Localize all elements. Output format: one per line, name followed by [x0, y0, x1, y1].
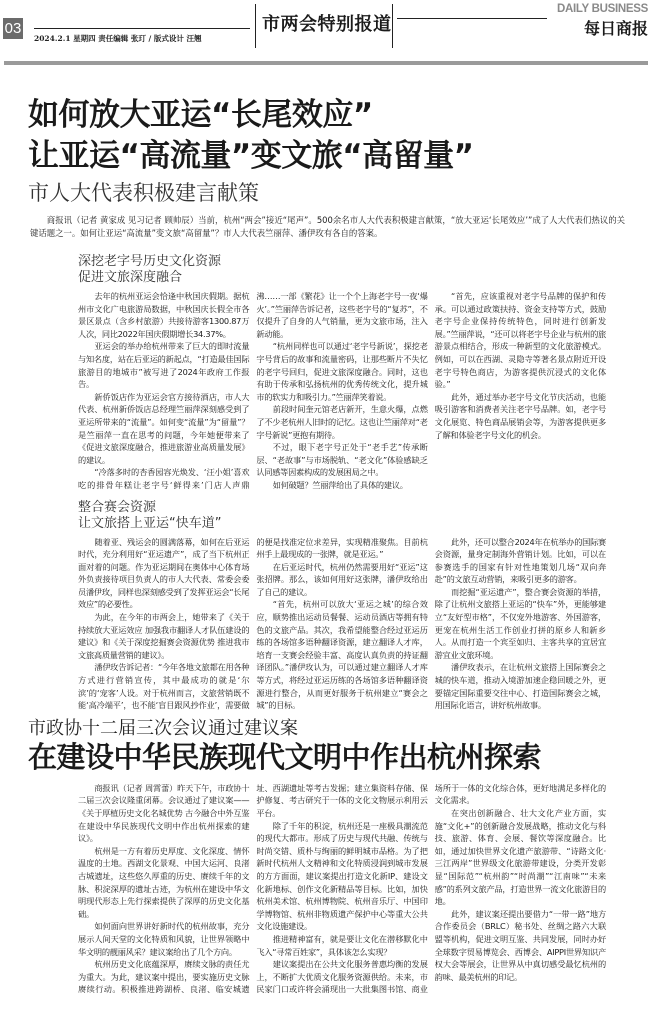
paragraph: 建议案提出在公共文化服务普惠均衡的发展上，不断扩大优质文化服务资源供给。未来，市民家门口或许将会涌现出一大批集图书馆、商业场所于一体的文化综合体，更好地满足多样化的文化需求。: [256, 782, 606, 995]
article-kicker: 市政协十二届三次会议通过建议案: [28, 717, 298, 739]
header-divider: [392, 4, 393, 48]
header-divider: [255, 4, 256, 48]
paragraph: 前段时间奎元馆老店新开，生意火爆，点燃了不少老杭州人旧时的记忆。这也让竺丽萍对“老字号新说”更抱有期待。: [256, 404, 428, 440]
brand-logo-en: DAILY BUSINESS: [556, 3, 648, 15]
paragraph: 去年的杭州亚运会恰逢中秋国庆假期。据杭州市文化广电旅游局数据，中秋国庆长假全市各景区景点（含乡村旅游）共接待游客1300.87万人次，同比2022年国庆假期增长34.37%。: [78, 291, 250, 339]
header-divider: [397, 18, 547, 19]
paragraph: “首先，应该重视对老字号品牌的保护和传承。可以通过政策扶持、资金支持等方式，鼓励老字号企业保持传统特色，同时进行创新发展。”竺丽萍说，“还可以将老字号企业与杭州的旅游景点相结合，形成一种新型的文化旅游模式。例如，可以在西湖、灵隐寺等著名景点附近开设老字号特色商店，为游客提供沉浸式的文化体验。”: [434, 291, 606, 390]
subhead-line: 整合赛会资源: [78, 499, 157, 515]
page-number: 03: [4, 20, 22, 37]
subhead-line: 深挖老字号历史文化资源: [78, 254, 222, 269]
page-flow: [28, 254, 606, 996]
article-body: [78, 536, 606, 712]
paragraph: 如何破题？竺丽萍给出了具体的建议。: [272, 479, 408, 490]
paragraph: 不过，眼下老字号正处于“老手艺”传承断层、“老故事”与市场脱轨、“老文化”体验感缺乏认同感等因素构成的发展困局之中。: [256, 442, 428, 478]
paragraph: 杭州是一方有着历史厚度、文化深度、情怀温度的土地。西湖文化景观、中国大运河、良渚古城遗址，这些悠久厚重的历史、赓续千年的文脉、积淀深厚的遗址古迹，为杭州在建设中华文明现代形态上先行探索提供了深厚的历史文化基础。: [78, 845, 250, 919]
header-divider: [34, 28, 250, 29]
masthead-rule: [4, 61, 648, 65]
paragraph: 除了千年的积淀，杭州还是一座极具潮流范的现代大都市。形成了历史与现代共融、传统与时尚交错、质朴与绚丽的鲜明城市品格。为了把新时代杭州人文精神和文化特质浸润到城市发展的方方面面，建议案提出打造文化新IP、建设文化新地标、创作文化新精品等目标。比如，加快杭州美术馆、杭州博物院、杭州音乐厅、中国印学博物馆、杭州非物质遗产保护中心等重大公共文化设施建设。: [256, 820, 428, 932]
article-body: [78, 782, 606, 996]
headline-line2: 让亚运“高流量”变文旅“高留量”: [28, 138, 474, 174]
paragraph: 随着亚、残运会的圆满落幕，如何在后亚运时代，充分利用好“亚运遗产”，成了当下杭州正面对着的问题。作为亚运期间在奥体中心体育场外负责接待项目负责人的市人大代表、常委会委员潘伊玫，同样也深刻感受到了发挥亚运会“长尾效应”的必要性。: [78, 536, 250, 610]
subhead-line: 让文旅搭上亚运“快车道”: [78, 515, 222, 531]
paragraph: 此外，建议案还提出要借力“一带一路”地方合作委员会（BRLC）秘书处、丝绸之路六大联盟等机构，促进文明互鉴、共同发展，同时办好全球数字贸易博览会、西博会、AIPPI世界知识产权大会等展会，让世界从中真切感受最忆杭州的韵味、最美杭州的印记。: [434, 908, 606, 982]
paragraph: “首先，杭州可以放大‘亚运之城’的综合效应，顺势推出运动员餐餐、运动员酒店等拥有特色的文旅产品。其次，我希望能整合经过亚运历练的各场馆多语种翻译资源，建立翻译人才库，培育一支赛会经验丰富、高度认真负责的持证翻译团队。”潘伊玫认为，可以通过建立翻译人才库等方式，将经过亚运历练的各场馆多语种翻译资源进行整合，从而更好服务于杭州建立“赛会之城”的目标。: [256, 599, 428, 711]
paragraph: 潘伊玫表示，在让杭州文旅搭上国际赛会之城的快车道，推动入境游加速企稳回暖之外，更要锚定国际重要交往中心、打造国际赛会之城，用国际化语言，讲好杭州故事。: [434, 662, 606, 711]
paragraph: 而挖掘“亚运遗产”，整合赛会资源的举措，除了让杭州文旅搭上亚运的“快车”外，更能够建立“友好型市格”，不仅宠外地游客、外国游客，更宠在杭州生活工作创业打拼的原乡人和新乡人。从而打造一个宾至如归、主客共享的宜居宜游宜业文旅环境。: [434, 586, 606, 660]
paragraph: “杭州同样也可以通过‘老字号新说’，探挖老字号背后的故事和流量密码，让那些断片不失忆的老字号回归，促进文旅深度融合。同时，这也有助于传承和弘扬杭州的优秀传统文化，提升城市的软实力和吸引力。”竺丽萍笑着说。: [256, 341, 428, 402]
headline-line1: 如何放大亚运“长尾效应”: [28, 97, 373, 133]
spacer: [78, 492, 606, 500]
paragraph: 在突出创新融合、壮大文化产业方面，实施“文化+”的创新融合发展战略，推动文化与科技、旅游、体育、会展、餐饮等深度融合。比如，通过加快世界文化遗产旅游带、“诗路文化·三江两岸”世界级文化旅游带建设，分类开发彰显“国际范”“杭州韵”“时尚潮”“江南味”“未来感”的系列文旅产品，打造世界一流文化旅游目的地。: [434, 808, 606, 907]
paragraph: 为此，在今年的市两会上，她带来了《关于持续放大亚运效应 加强我市翻译人才队伍建设的建议》和《关于深度挖掘赛会资源优势 推进我市文旅高质量营销的建议》。: [78, 612, 250, 660]
subhead-line: 促进文旅深度融合: [78, 270, 183, 285]
section-subhead: [78, 254, 606, 286]
paragraph: 如何面向世界讲好新时代的杭州故事，充分展示人间天堂的文化特质和风貌，让世界领略中华文明的靓丽风采？建议案给出了几个方向。: [78, 921, 250, 957]
article-body: [78, 290, 606, 492]
subtitle: 市人大代表积极建言献策: [28, 181, 259, 205]
paragraph: 新侨饭店作为亚运会官方接待酒店，市人大代表、杭州新侨饭店总经理竺丽萍深刻感受到了亚运所带来的“流量”。如何变“流量”为“留量”？是竺丽萍一直在思考的问题，今年她便带来了《促进文旅深度融合，推进旅游业高质量发展》的建议。: [78, 391, 250, 465]
paragraph: 此外，还可以整合2024年在杭举办的国际赛会资源，量身定制海外营销计划。比如，可以在参赛选手的国家有针对性地策划几场“双向奔赴”的文旅互动营销，来吸引更多的游客。: [434, 536, 606, 585]
article-headline: 在建设中华民族现代文明中作出杭州探索: [28, 739, 542, 774]
paragraph: 推进精神富有，就是要让文化在潜移默化中飞入“寻常百姓家”，具体该怎么实现？: [256, 933, 428, 957]
section-subhead: [78, 500, 606, 532]
paragraph: 亚运会的举办给杭州带来了巨大的即时流量与知名度，站在后亚运的新起点，“打造最佳国际旅游目的地城市”被写进了2024年政府工作报告。: [78, 341, 250, 390]
paragraph: 此外，通过举办老字号文化节庆活动，也能吸引游客和消费者关注老字号品牌。如，老字号文化展览、特色商品展销会等，为游客提供更多了解和体验老字号文化的机会。: [434, 391, 606, 440]
paragraph: 杭州历史文化底蕴深厚，赓续文脉的责任尤为重大。为此，建议案中提出，要实施历史文脉赓续行动。积极推进跨湖桥、良渚、临安城遗址、西湖遗址等考古发掘；建立集资料存储、保护修复、考古研究于一体的文化文物展示利用云平台。: [78, 782, 428, 995]
paragraph: 潘伊玫告诉记者：“今年各地文旅都在用各种方式进行营销宣传，其中最成功的就是‘尔滨’的‘宠客’人设。对于杭州而言，文旅营销既不能‘高冷端平’，也不能‘盲目跟风抄作业’，需要做的便是找准定位求差异，实现精准聚焦。目前杭州手上最现成的一张牌，就是亚运。”: [78, 536, 428, 711]
brand-logo-cn: 每日商报: [583, 19, 648, 38]
dateline: 2024.2.1 星期四 责任编辑 张玎 / 版式设计 汪翘: [34, 34, 202, 43]
paragraph: “冷落多时的杏香园容光焕发、‘汪小姐’喜欢吃的排骨年糕让老字号‘鲜得来’门店人声鼎沸……一部《繁花》让一个个上海老字号一夜‘爆火’。”竺丽萍告诉记者，这些老字号的“复苏”，不仅提升了自身的人气销量，更为文旅市场，注入新动能。: [78, 291, 428, 490]
paragraph: 商报讯（记者 周霄蕾）昨天下午，市政协十二届三次会议隆重闭幕。会议通过了建议案——《关于厚植历史文化名城优势 古今融合中外互鉴 在建设中华民族现代文明中作出杭州探索的建议》。: [78, 782, 250, 844]
section-banner: 市两会特别报道: [262, 14, 392, 35]
paragraph: 在后亚运时代，杭州仍然需要用好“亚运”这张招牌。那么，该如何用好这张牌，潘伊玫给出了自己的建议。: [256, 561, 428, 597]
lead-paragraph: 商报讯（记者 黄家成 见习记者 顾帅辰）当前，杭州“两会”接近“尾声”。500余名市人大代表积极建言献策，“放大亚运‘长尾效应’”成了人大代表们热议的关键话题之一。如何让亚运“高流量”变文旅“高留量”？市人大代表竺丽萍、潘伊玫有各自的答案。: [30, 215, 625, 238]
